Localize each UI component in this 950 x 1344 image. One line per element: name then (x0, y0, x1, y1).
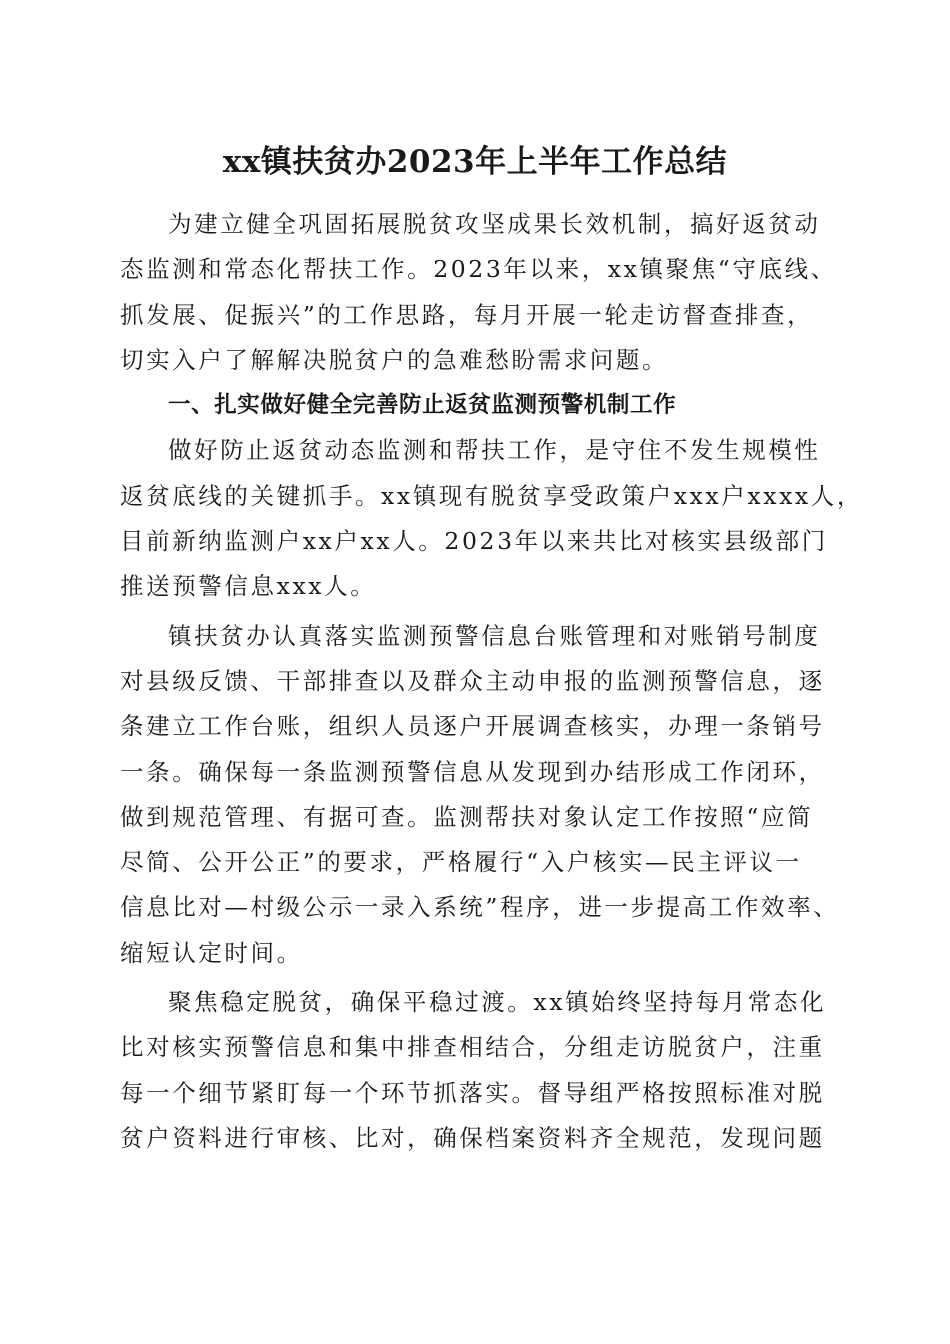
section-heading (120, 383, 834, 428)
paragraph-ledger (120, 614, 840, 976)
text-line: 比对核实预警信息和集中排查相结合，分组走访脱贫户，注重 (120, 1033, 825, 1062)
text-line: 对县级反馈、干部排查以及群众主动申报的监测预警信息，逐 (120, 666, 825, 695)
section-heading-text: 一、扎实做好健全完善防止返贫监测预警机制工作 (168, 392, 677, 419)
text-line: 目前新纳监测户xx户xx人。2023年以来共比对核实县级部门 (120, 527, 828, 556)
text-line: 每一个细节紧盯每一个环节抓落实。督导组严格按照标准对脱 (120, 1078, 825, 1107)
text-line: 抓发展、促振兴”的工作思路，每月开展一轮走访督查排查， (120, 300, 814, 329)
text-line: 尽简、公开公正”的要求，严格履行“入户核实—民主评议一 (120, 848, 802, 877)
text-line: 推送预警信息xxx人。 (120, 572, 377, 601)
text-line: 切实入户了解解决脱贫户的急难愁盼需求问题。 (120, 345, 669, 374)
text-line: 信息比对—村级公示一录入系统”程序，进一步提高工作效率、 (120, 893, 840, 922)
text-line: 缩短认定时间。 (120, 938, 303, 967)
document-title: xx镇扶贫办2023年上半年工作总结 (222, 144, 728, 180)
text-line: 返贫底线的关键抓手。xx镇现有脱贫享受政策户xxx户xxxx人， (120, 481, 863, 510)
text-line: 贫户资料进行审核、比对，确保档案资料齐全规范，发现问题 (120, 1123, 825, 1152)
paragraph-intro (120, 202, 837, 383)
text-line: 为建立健全巩固拓展脱贫攻坚成果长效机制，搞好返贫动 (168, 210, 821, 238)
text-line: 一条。确保每一条监测预警信息从发现到办结形成工作闭环， (120, 757, 825, 786)
document-body (120, 202, 863, 1161)
paragraph-monitoring (120, 428, 863, 609)
text-line: 做到规范管理、有据可查。监测帮扶对象认定工作按照“应简 (120, 802, 814, 831)
text-line: 做好防止返贫动态监测和帮扶工作，是守住不发生规模性 (168, 436, 821, 465)
text-line: 态监测和常态化帮扶工作。2023年以来，xx镇聚焦“守底线、 (120, 255, 837, 284)
text-line: 条建立工作台账，组织人员逐户开展调查核实，办理一条销号 (120, 712, 825, 741)
text-line: 聚焦稳定脱贫，确保平稳过渡。xx镇始终坚持每月常态化 (168, 988, 827, 1017)
paragraph-stability (120, 980, 834, 1161)
text-line: 镇扶贫办认真落实监测预警信息台账管理和对账销号制度 (168, 621, 821, 650)
